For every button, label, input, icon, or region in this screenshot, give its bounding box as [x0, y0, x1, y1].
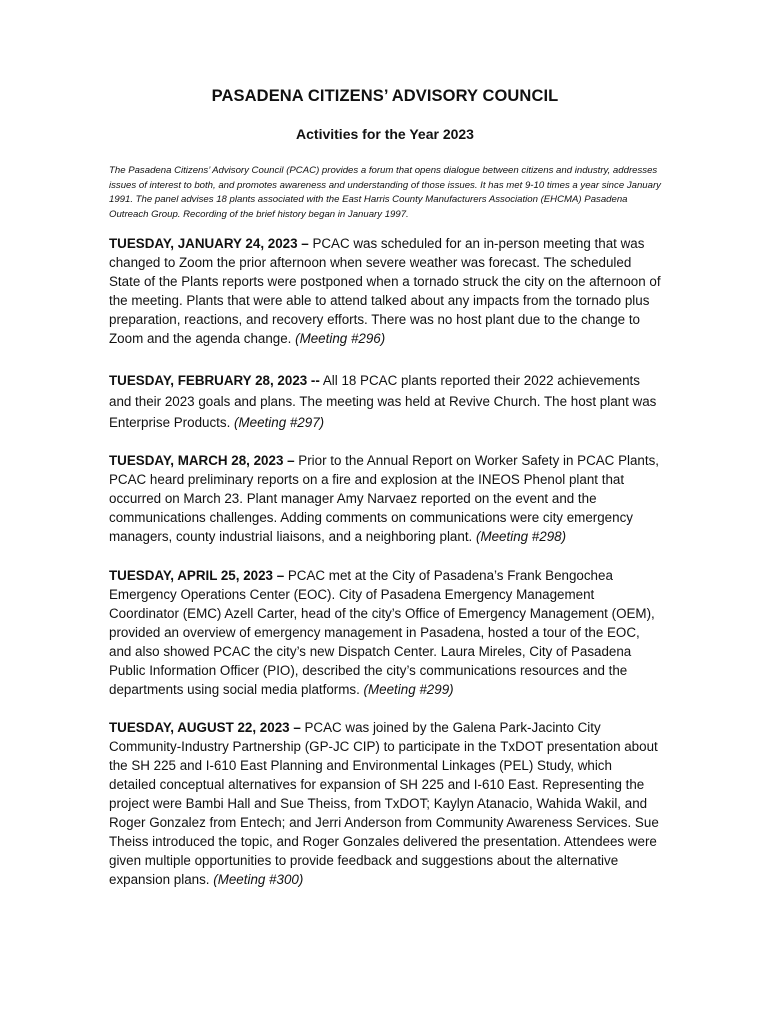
meeting-number: (Meeting #298)	[475, 529, 567, 544]
activity-entry-february	[109, 370, 661, 433]
entry-text: All 18 PCAC plants reported their 2022 achievements and their 2023 goals and plans. The meeting was held at Revive Church. The host plant was Enterprise Products.	[109, 373, 657, 430]
entry-text: PCAC met at the City of Pasadena’s Frank Bengochea Emergency Operations Center (EOC). City of Pasadena Emergency Management Coordinator (EMC) Azell Carter, head of the city’s Office of Emergency Management (OEM), provided an overview of emergency management in Pasadena, hosted a tour of the EOC, and also showed PCAC the city’s new Dispatch Center. Laura Mireles, City of Pasadena Public Information Officer (PIO), described the city’s communications resources and the departments using social media platforms.	[109, 568, 655, 697]
meeting-number: (Meeting #296)	[295, 331, 386, 346]
activity-entry-january	[109, 234, 661, 348]
meeting-number: (Meeting #297)	[234, 415, 325, 430]
entry-date: TUESDAY, JANUARY 24, 2023 –	[109, 236, 309, 251]
intro-paragraph: The Pasadena Citizens’ Advisory Council (PCAC) provides a forum that opens dialogue between citizens and industry, addresses issues of interest to both, and promotes awareness and understanding of those issues. It has met 9-10 times a year since January 1991. The panel advises 18 plants associated with the East Harris County Manufacturers Association (EHCMA) Pasadena Outreach Group. Recording of the brief history began in January 1997.	[109, 165, 661, 220]
activity-entry-august	[109, 718, 661, 889]
entry-text: Prior to the Annual Report on Worker Safety in PCAC Plants, PCAC heard preliminary reports on a fire and explosion at the INEOS Phenol plant that occurred on March 23. Plant manager Amy Narvaez reported on the event and the communications challenges. Adding comments on communications were city emergency managers, county industrial liaisons, and a neighboring plant.	[109, 453, 660, 544]
meeting-number: (Meeting #299)	[363, 682, 454, 697]
entry-date: TUESDAY, FEBRUARY 28, 2023 --	[109, 373, 320, 388]
activity-entry-march	[109, 451, 661, 546]
entry-text: PCAC was joined by the Galena Park-Jacinto City Community-Industry Partnership (GP-JC CIP) to participate in the TxDOT presentation about the SH 225 and I-610 East Planning and Environmental Linkages (PEL) Study, which detailed conceptual alternatives for expansion of SH 225 and I-610 East. Representing the project were Bambi Hall and Sue Theiss, from TxDOT; Kaylyn Atanacio, Wahida Wakil, and Roger Gonzalez from Entech; and Jerri Anderson from Community Awareness Services. Sue Theiss introduced the topic, and Roger Gonzales delivered the presentation. Attendees were given multiple opportunities to provide feedback and suggestions about the alternative expansion plans.	[109, 720, 659, 887]
page-title: PASADENA CITIZENS’ ADVISORY COUNCIL	[211, 87, 559, 105]
entry-date: TUESDAY, APRIL 25, 2023 –	[109, 568, 285, 583]
entry-date: TUESDAY, AUGUST 22, 2023 –	[109, 720, 301, 735]
page-subtitle: Activities for the Year 2023	[296, 126, 474, 142]
entry-date: TUESDAY, MARCH 28, 2023 –	[109, 453, 295, 468]
meeting-number: (Meeting #300)	[213, 872, 304, 887]
activity-entry-april	[109, 566, 661, 699]
entry-text: PCAC was scheduled for an in-person meeting that was changed to Zoom the prior afternoon when severe weather was forecast. The scheduled State of the Plants reports were postponed when a tornado struck the city on the afternoon of the meeting. Plants that were able to attend talked about any impacts from the tornado plus preparation, reactions, and recovery efforts. There was no host plant due to the change to Zoom and the agenda change.	[109, 236, 661, 346]
